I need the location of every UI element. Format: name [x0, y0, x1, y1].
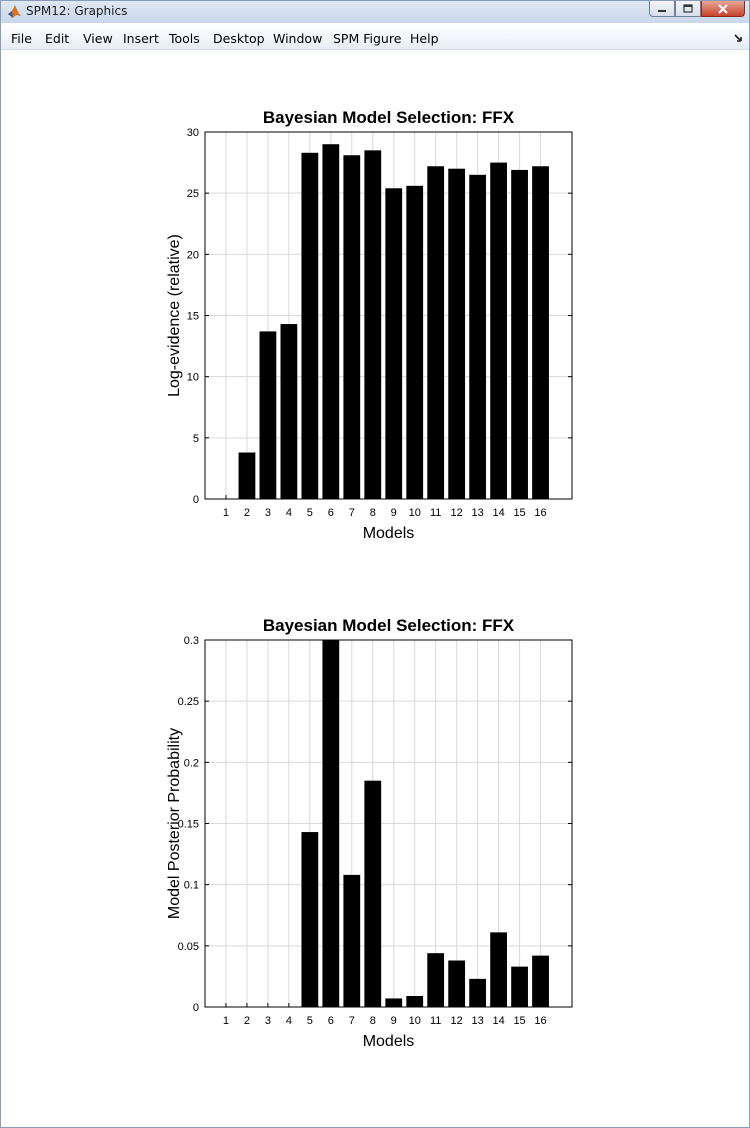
chart2-x-axis-label: Models: [362, 1033, 415, 1050]
chart1-y-tick-label: 15: [186, 310, 199, 323]
chart1-x-tick-label: 14: [492, 507, 505, 519]
menu-file[interactable]: File: [11, 31, 32, 46]
chart1-x-tick-label: 3: [264, 507, 271, 519]
chart2-x-tick-label: 8: [369, 1015, 376, 1027]
menu-bar: [1, 28, 749, 50]
maximize-button[interactable]: [675, 1, 701, 17]
chart1-x-tick-label: 1: [222, 507, 230, 519]
chart1-bar: [343, 155, 360, 499]
chart1-y-tick-label: 5: [192, 432, 199, 445]
chart1-x-tick-label: 10: [408, 507, 421, 519]
chart1-bar: [322, 144, 339, 499]
matlab-logo-icon: [7, 4, 22, 19]
chart1-bar: [385, 188, 402, 499]
chart2-bar: [301, 832, 318, 1007]
chart1-bar: [469, 175, 486, 499]
chart2-y-tick-label: 0.15: [177, 818, 199, 831]
chart1-x-tick-label: 13: [471, 507, 484, 519]
chart1-y-tick-label: 20: [186, 249, 199, 262]
chart1-y-tick-label: 30: [186, 127, 199, 139]
chart2-x-tick-label: 1: [222, 1015, 230, 1027]
chart1-x-tick-label: 16: [534, 507, 547, 519]
chart1-bar: [427, 166, 444, 499]
chart2-x-tick-label: 16: [534, 1015, 547, 1027]
dock-arrow-icon[interactable]: [733, 32, 745, 44]
chart2-bar: [511, 967, 528, 1007]
title-bar[interactable]: [1, 1, 749, 23]
chart2-bar: [490, 932, 507, 1007]
window-controls: [649, 1, 745, 19]
chart2-bar: [427, 953, 444, 1007]
chart1-bar: [239, 453, 256, 499]
chart1-y-tick-label: 25: [186, 188, 199, 201]
chart2-x-tick-label: 13: [471, 1015, 484, 1027]
close-button[interactable]: [701, 1, 745, 17]
chart2-y-tick-label: 0.25: [177, 696, 199, 709]
chart2-bar: [364, 781, 381, 1007]
chart2-bar: [322, 640, 339, 1007]
chart2-x-tick-label: 4: [285, 1015, 292, 1027]
chart1-x-tick-label: 8: [369, 507, 376, 519]
chart1-bar: [260, 331, 277, 499]
menu-insert[interactable]: Insert: [123, 31, 159, 46]
chart1-x-tick-label: 5: [306, 507, 313, 519]
chart1-x-tick-label: 6: [327, 507, 334, 519]
chart1-x-tick-label: 4: [285, 507, 292, 519]
chart1-bar: [511, 170, 528, 499]
minimize-icon: [657, 5, 667, 13]
chart1-bar: [490, 163, 507, 499]
chart2-x-tick-label: 14: [492, 1015, 505, 1027]
chart2-bar: [532, 956, 549, 1007]
chart1-x-tick-label: 2: [243, 507, 251, 519]
chart2-x-tick-label: 12: [450, 1015, 463, 1027]
chart1-x-tick-label: 7: [348, 507, 355, 519]
chart1-x-tick-label: 9: [390, 507, 397, 519]
chart2-x-tick-label: 6: [327, 1015, 334, 1027]
chart1-bar: [364, 150, 381, 499]
charts-svg: [2, 50, 749, 1127]
chart1-bar: [301, 153, 318, 499]
chart2-y-tick-label: 0: [192, 1002, 199, 1014]
chart1-y-tick-label: 0: [192, 494, 199, 506]
chart1-title: Bayesian Model Selection: FFX: [262, 108, 515, 127]
chart2-x-tick-label: 5: [306, 1015, 313, 1027]
chart2-y-axis-label: Model Posterior Probability: [166, 727, 183, 920]
chart2-x-tick-label: 2: [243, 1015, 251, 1027]
menu-view[interactable]: View: [83, 31, 113, 46]
chart2-y-tick-label: 0.2: [183, 757, 199, 770]
chart1-x-tick-label: 11: [429, 507, 442, 519]
menu-help[interactable]: Help: [410, 31, 439, 46]
menu-tools[interactable]: Tools: [169, 31, 200, 46]
chart1-bar: [280, 324, 297, 499]
chart1-y-axis-label: Log-evidence (relative): [166, 234, 183, 397]
chart2-x-tick-label: 15: [513, 1015, 526, 1027]
menu-window[interactable]: Window: [273, 31, 323, 46]
menu-edit[interactable]: Edit: [45, 31, 70, 46]
figure-canvas: [2, 50, 749, 1127]
chart2-bar: [469, 979, 486, 1007]
chart2-bar: [448, 961, 465, 1007]
maximize-icon: [683, 4, 693, 13]
chart2-x-tick-label: 7: [348, 1015, 355, 1027]
chart1-x-tick-label: 15: [513, 507, 526, 519]
chart1-x-tick-label: 12: [450, 507, 463, 519]
chart2-y-tick-label: 0.3: [183, 635, 199, 647]
chart1-bar: [532, 166, 549, 499]
chart2-y-tick-label: 0.05: [177, 940, 199, 953]
chart2-x-tick-label: 10: [408, 1015, 421, 1027]
chart2-y-tick-label: 0.1: [183, 879, 199, 892]
minimize-button[interactable]: [649, 1, 675, 17]
chart2-x-tick-label: 9: [390, 1015, 397, 1027]
close-icon: [718, 4, 728, 14]
chart2-x-tick-label: 3: [264, 1015, 271, 1027]
chart2-title: Bayesian Model Selection: FFX: [262, 616, 515, 635]
chart1-bar: [448, 169, 465, 499]
chart1-y-tick-label: 10: [186, 371, 199, 384]
menu-desktop[interactable]: Desktop: [213, 31, 265, 46]
chart2-x-tick-label: 11: [429, 1015, 442, 1027]
chart1-bar: [406, 186, 423, 499]
chart2-bar: [343, 875, 360, 1007]
window-title: SPM12: Graphics: [26, 4, 128, 18]
chart1-x-axis-label: Models: [362, 525, 415, 542]
menu-spm-figure[interactable]: SPM Figure: [333, 31, 402, 46]
